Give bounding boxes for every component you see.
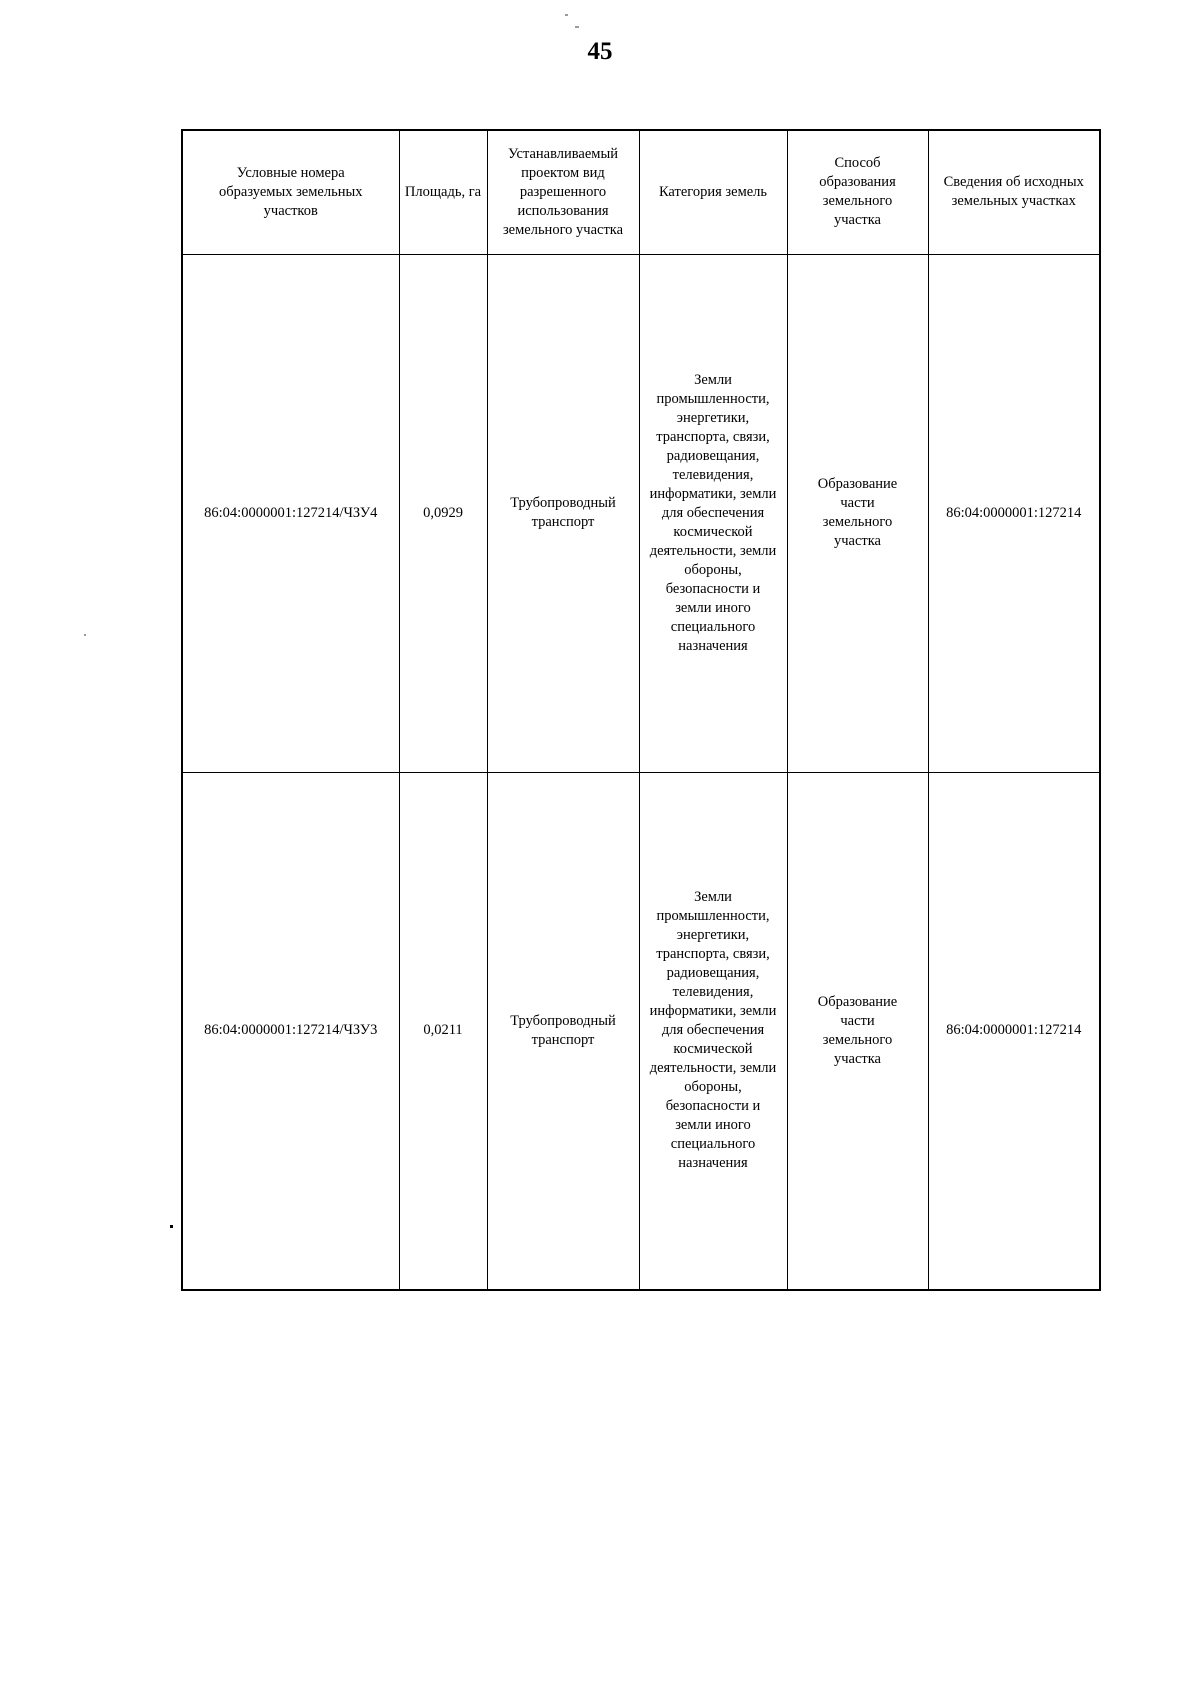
header-land-category — [639, 130, 787, 254]
scan-speck — [575, 26, 579, 28]
land-category-cell — [639, 772, 787, 1290]
formation-method-cell — [787, 772, 928, 1290]
permitted-use-cell — [487, 772, 639, 1290]
scan-speck — [84, 634, 86, 636]
header-area-label: Площадь, га — [404, 183, 482, 200]
plot-formation-method: Образование части земельного участка — [817, 476, 898, 549]
permitted-use-cell — [487, 254, 639, 772]
plot-number-cell — [182, 254, 399, 772]
scan-speck — [565, 14, 568, 16]
plot-number: 86:04:0000001:127214/ЧЗУ4 — [204, 504, 378, 521]
header-source-plots-label: Сведения об исходных земельных участках — [943, 174, 1084, 210]
plot-permitted-use: Трубопроводный транспорт — [510, 1012, 616, 1048]
formation-method-cell — [787, 254, 928, 772]
header-source-plots — [928, 130, 1100, 254]
header-area — [399, 130, 487, 254]
plot-source: 86:04:0000001:127214 — [946, 504, 1082, 521]
plot-number-cell — [182, 772, 399, 1290]
plot-land-category: Земли промышленности, энергетики, транспорта, связи, радиовещания, телевидения, информатики, земли для обеспечения космической деятельности, земли обороны, безопасности и земли иного специального назначения — [649, 889, 777, 1172]
scan-speck — [170, 1225, 173, 1228]
plot-permitted-use: Трубопроводный транспорт — [510, 495, 616, 530]
plot-formation-method: Образование части земельного участка — [817, 993, 898, 1067]
page-number: 45 — [587, 38, 613, 65]
source-plot-cell — [928, 772, 1100, 1290]
header-formation-method-label: Способ образования земельного участка — [819, 155, 896, 229]
plot-land-category: Земли промышленности, энергетики, транспорта, связи, радиовещания, телевидения, информатики, земли для обеспечения космической деятельности, земли обороны, безопасности и земли иного специального назначения — [649, 371, 777, 654]
plot-area: 0,0211 — [423, 1022, 463, 1039]
header-permitted-use-label: Устанавливаемый проектом вид разрешенного использования земельного участка — [502, 145, 624, 238]
header-plot-number-label: Условные номера образуемых земельных участков — [219, 164, 363, 219]
area-cell — [399, 772, 487, 1290]
plot-area: 0,0929 — [423, 504, 463, 521]
table-row — [182, 254, 1100, 772]
plot-source: 86:04:0000001:127214 — [946, 1022, 1082, 1039]
header-land-category-label: Категория земель — [658, 183, 768, 200]
area-cell — [399, 254, 487, 772]
source-plot-cell — [928, 254, 1100, 772]
plot-number: 86:04:0000001:127214/ЧЗУ3 — [204, 1022, 378, 1039]
header-plot-number — [182, 130, 399, 254]
table-row — [182, 772, 1100, 1290]
land-plots-table — [181, 129, 1101, 1291]
header-formation-method — [787, 130, 928, 254]
table-header-row — [182, 130, 1100, 254]
land-category-cell — [639, 254, 787, 772]
header-permitted-use — [487, 130, 639, 254]
